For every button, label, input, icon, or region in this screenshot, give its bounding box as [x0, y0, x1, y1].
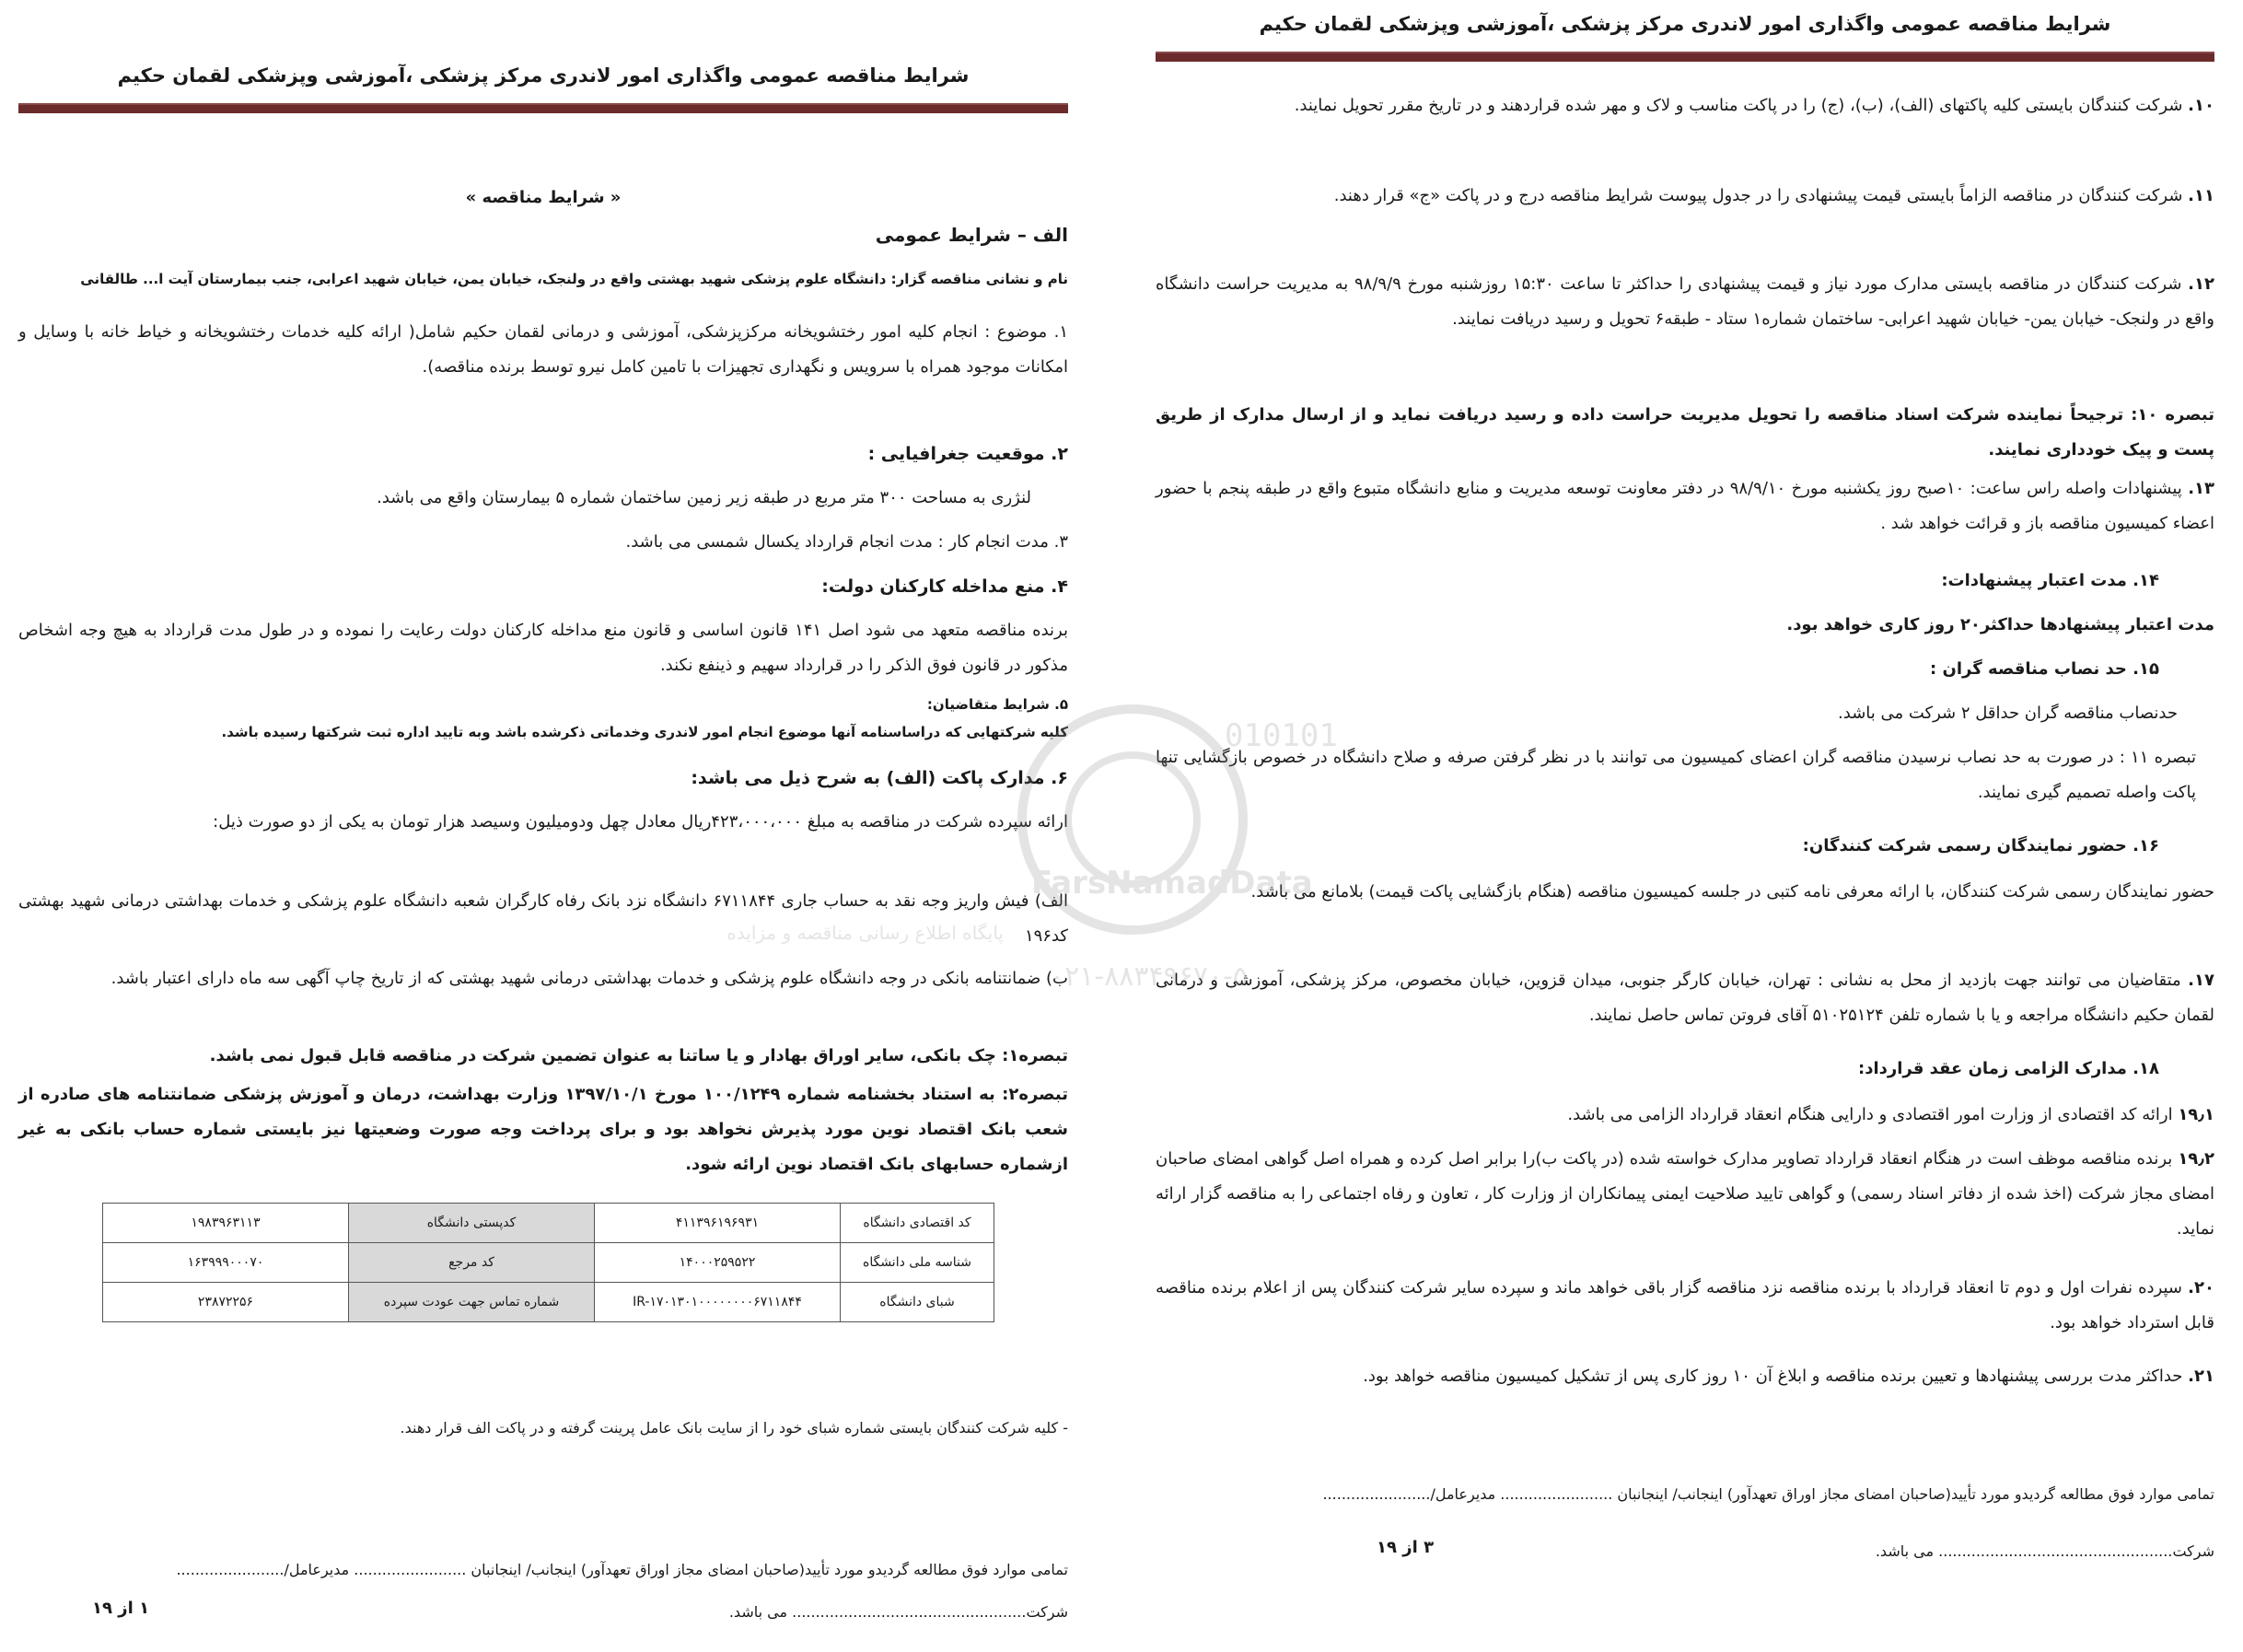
option-a: الف) فیش واریز وجه نقد به حساب جاری ۶۷۱۱۸۴۴ دانشگاه نزد بانک رفاه کارگران شعبه دانشگاه علوم پزشکی و خدمات بهداشتی درمانی شهید بهشتی کد۱۹۶ — [18, 891, 1068, 946]
watermark-phone: ۰۲۱-۸۸۳۴۹۶۷۰-۵ — [1050, 960, 1249, 993]
general-conditions-title: الف – شرایط عمومی — [875, 224, 1068, 246]
item-16-text: حضور نمایندگان رسمی شرکت کنندگان، با ارائه معرفی نامه کتبی در جلسه کمیسیون مناقصه (هنگام بازگشایی پاکت قیمت) بلامانع می باشد. — [1250, 882, 2214, 902]
right-header-rule — [1156, 52, 2214, 62]
item-15-title: ۱۵. حد نصاب مناقصه گران : — [1930, 659, 2159, 679]
item-1: ۱. موضوع : انجام کلیه امور رختشویخانه مرکزپزشکی، آموزشی و درمانی لقمان حکیم شامل( ارائه کلیه خدمات رختشویخانه و خیاط خانه با وسایل و امکانات موجود همراه با سرویس و نگهداری تجهیزات با تامین کامل نیرو توسط برنده مناقصه). — [18, 322, 1068, 377]
item-3: ۳. مدت انجام کار : مدت انجام قرارداد یکسال شمسی می باشد. — [625, 532, 1068, 552]
item-20: ۲۰. سپرده نفرات اول و دوم تا انعقاد قرارداد با برنده مناقصه نزد مناقصه گزار باقی خواهد ماند و سپرده سایر شرکت کنندگان پس از اعلام برنده مناقصه قابل استرداد خواهد بود. — [1156, 1278, 2214, 1332]
item-4-title: ۴. منع مداخله کارکنان دولت: — [821, 576, 1068, 597]
item-4-text: برنده مناقصه متعهد می شود اصل ۱۴۱ قانون اساسی و قانون منع مداخله کارکنان دولت رعایت را نموده و در طول مدت قرارداد به هیچ وجه اشخاص مذکور در قانون فوق الذکر را در قرارداد سهیم و ذینفع نکند. — [18, 621, 1068, 675]
table-row: شبای دانشگاه IR-۱۷۰۱۳۰۱۰۰۰۰۰۰۰۰۶۷۱۱۸۴۴ شماره تماس جهت عودت سپرده ۲۳۸۷۲۲۵۶ — [103, 1283, 994, 1322]
section-title: « شرایط مناقصه » — [465, 188, 622, 207]
university-info-table — [102, 1203, 994, 1322]
item-11: ۱۱. شرکت کنندگان در مناقصه الزاماً بایستی قیمت پیشنهادی را در جدول پیوست شرایط مناقصه درج و در پاکت «ج» قرار دهند. — [1333, 186, 2214, 205]
right-footer-line1: تمامی موارد فوق مطالعه گردیدو مورد تأیید(صاحبان امضای مجاز اوراق تعهدآور) اینجانب/ اینجانبان ........................ مدیرعامل/....................... — [1322, 1485, 2214, 1503]
item-13: ۱۳. پیشنهادات واصله راس ساعت: ۱۰صبح روز یکشنبه مورخ ۹۸/۹/۱۰ در دفتر معاونت توسعه مدیریت و منابع دانشگاه متبوع واقع در طبقه پنجم با حضور اعضاء کمیسیون مناقصه باز و قرائت خواهد شد . — [1156, 479, 2215, 533]
item-18-title: ۱۸. مدارک الزامی زمان عقد قرارداد: — [1858, 1059, 2159, 1078]
item-5-title: ۵. شرایط متقاضیان: — [926, 696, 1068, 713]
item-14-text: مدت اعتبار پیشنهادها حداکثر۲۰ روز کاری خواهد بود. — [1786, 615, 2214, 634]
item-6-title: ۶. مدارک پاکت (الف) به شرح ذیل می باشد: — [691, 768, 1068, 788]
item-2-text: لنژری به مساحت ۳۰۰ متر مربع در طبقه زیر زمین ساختمان شماره ۵ بیمارستان واقع می باشد. — [377, 488, 1031, 507]
watermark-line1: پایگاه اطلاع رسانی مناقصه و مزایده — [726, 922, 1004, 944]
organizer: نام و نشانی مناقصه گزار: دانشگاه علوم پزشکی شهید بهشتی واقع در ولنجک، خیابان یمن، خیابان شهید اعرابی، جنب بیمارستان آیت ا... طالقانی — [80, 271, 1068, 287]
item-14-title: ۱۴. مدت اعتبار پیشنهادات: — [1941, 571, 2159, 590]
left-page-number: ۱ از ۱۹ — [92, 1599, 150, 1618]
item-19-1: ۱۹٫۱ ارائه کد اقتصادی از وزارت امور اقتصادی و دارایی هنگام انعقاد قرارداد الزامی می باشد. — [1567, 1105, 2214, 1124]
note-10: تبصره ۱۰: ترجیحاً نماینده شرکت اسناد مناقصه را تحویل مدیریت حراست داده و رسید دریافت نماید و از ارسال مدارک از طریق پست و پیک خودداری نمایند. — [1156, 405, 2214, 460]
note-11: تبصره ۱۱ : در صورت به حد نصاب نرسیدن مناقصه گران اعضای کمیسیون می توانند با در نظر گرفتن صرفه و صلاح دانشگاه در خصوص بازگشایی تنها پاکت واصله تصمیم گیری نمایند. — [1156, 748, 2197, 802]
sheba-note: - کلیه شرکت کنندگان بایستی شماره شبای خود را از سایت بانک عامل پرینت گرفته و در پاکت الف قرار دهند. — [400, 1419, 1068, 1437]
watermark-digits: 010101 — [1225, 717, 1338, 754]
item-15-text: حدنصاب مناقصه گران حداقل ۲ شرکت می باشد. — [1838, 704, 2178, 723]
left-header-title: شرایط مناقصه عمومی واگذاری امور لاندری مرکز پزشکی ،آموزشی وپزشکی لقمان حکیم — [117, 64, 970, 87]
watermark-brand: FarsNamadData — [1031, 865, 1313, 902]
item-17: ۱۷. متقاضیان می توانند جهت بازدید از محل به نشانی : تهران، خیابان کارگر جنوبی، میدان قزوین، خیابان مخصوص، مرکز پزشکی، آموزشی و درمانی لقمان حکیم دانشگاه مراجعه و یا با شماره تلفن ۵۱۰۲۵۱۲۴ آقای فروتن تماس حاصل نمایند. — [1156, 971, 2214, 1025]
table-row: کد اقتصادی دانشگاه ۴۱۱۳۹۶۱۹۶۹۳۱ کدپستی دانشگاه ۱۹۸۳۹۶۳۱۱۳ — [103, 1204, 994, 1243]
option-b: ب) ضمانتنامه بانکی در وجه دانشگاه علوم پزشکی و خدمات بهداشتی درمانی شهید بهشتی که از تاریخ چاپ آگهی سه ماه دارای اعتبار باشد. — [110, 969, 1068, 988]
right-page-number: ۳ از ۱۹ — [1377, 1538, 1435, 1557]
table-row: شناسه ملی دانشگاه ۱۴۰۰۰۲۵۹۵۲۲ کد مرجع ۱۶۳۹۹۹۰۰۰۷۰ — [103, 1243, 994, 1283]
item-6-text: ارائه سپرده شرکت در مناقصه به مبلغ ۴۲۳،۰۰۰،۰۰۰ریال معادل چهل ودومیلیون وسیصد هزار تومان به یکی از دو صورت ذیل: — [213, 812, 1068, 832]
item-2-title: ۲. موقعیت جغرافیایی : — [867, 444, 1068, 464]
left-page — [18, 0, 1068, 1652]
note-1: تبصره۱: چک بانکی، سایر اوراق بهادار و یا ساتنا به عنوان تضمین شرکت در مناقصه قابل قبول نمی باشد. — [209, 1046, 1068, 1065]
right-footer-line2: شرکت.................................................. می باشد. — [1875, 1542, 2214, 1560]
item-19-2: ۱۹٫۲ برنده مناقصه موظف است در هنگام انعقاد قرارداد تصاویر مدارک خواسته شده (در پاکت ب)را برابر اصل کرده و همراه اصل گواهی امضای صاحبان امضای مجاز شرکت (اخذ شده از دفاتر اسناد رسمی) و گواهی تایید صلاحیت ایمنی پیمانکاران از وزارت کار ، تعاون و رفاه اجتماعی را به مناقصه گزار ارائه نماید. — [1156, 1149, 2214, 1239]
left-header-rule — [18, 103, 1068, 113]
right-header-title: شرایط مناقصه عمومی واگذاری امور لاندری مرکز پزشکی ،آموزشی وپزشکی لقمان حکیم — [1259, 13, 2111, 35]
item-10: ۱۰. شرکت کنندگان بایستی کلیه پاکتهای (الف)، (ب)، (ج) را در پاکت مناسب و لاک و مهر شده قراردهند و در تاریخ مقرر تحویل نمایند. — [1294, 96, 2214, 115]
left-footer-line1: تمامی موارد فوق مطالعه گردیدو مورد تأیید(صاحبان امضای مجاز اوراق تعهدآور) اینجانب/ اینجانبان ........................ مدیرعامل/....................... — [176, 1561, 1068, 1578]
item-16-title: ۱۶. حضور نمایندگان رسمی شرکت کنندگان: — [1802, 836, 2159, 855]
item-12: ۱۲. شرکت کنندگان در مناقصه بایستی مدارک مورد نیاز و قیمت پیشنهادی را حداکثر تا ساعت ۱۵:۳۰ روزشنبه مورخ ۹۸/۹/۹ به مدیریت حراست دانشگاه واقع در ولنجک- خیابان یمن- خیابان شهید اعرابی- ساختمان شماره۱ ستاد - طبقه۶ تحویل و رسید دریافت نمایند. — [1156, 274, 2214, 329]
item-21: ۲۱. حداکثر مدت بررسی پیشنهادها و تعیین برنده مناقصه و ابلاغ آن ۱۰ روز کاری پس از تشکیل کمیسیون مناقصه خواهد بود. — [1363, 1367, 2214, 1386]
item-5-text: کلیه شرکتهایی که دراساسنامه آنها موضوع انجام امور لاندری وخدماتی ذکرشده باشد وبه تایید اداره ثبت شرکتها رسیده باشد. — [221, 724, 1068, 740]
left-footer-line2: شرکت.................................................. می باشد. — [728, 1603, 1068, 1621]
note-2: تبصره۲: به استناد بخشنامه شماره ۱۰۰/۱۲۴۹ مورخ ۱۳۹۷/۱۰/۱ وزارت بهداشت، درمان و آموزش پزشکی ضمانتنامه های صادره از شعب بانک اقتصاد نوین مورد پذیرش نخواهد بود و برای پرداخت وجه صورت وضعیتها نیز بایستی شماره حساب بانکی به غیر ازشماره حسابهای بانک اقتصاد نوین ارائه شود. — [18, 1085, 1068, 1174]
